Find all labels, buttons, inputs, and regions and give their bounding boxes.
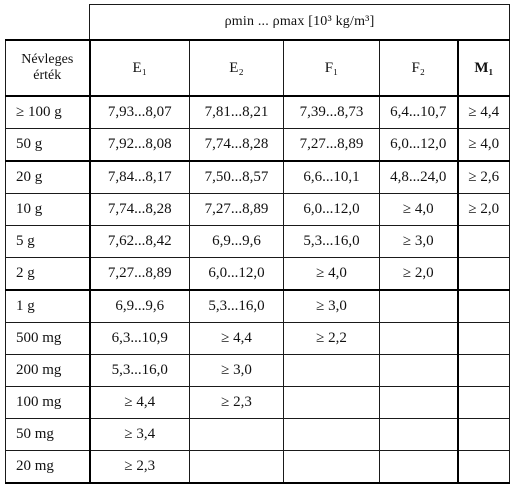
density-cell: ≥ 2,3 xyxy=(90,451,190,484)
density-cell: ≥ 4,4 xyxy=(90,387,190,419)
nominal-value-cell: 50 mg xyxy=(6,419,90,451)
table-row xyxy=(6,290,510,323)
density-range-header: ρmin ... ρmax [10³ kg/m³] xyxy=(90,5,510,41)
density-cell: 7,93...8,07 xyxy=(90,96,190,129)
table-row xyxy=(6,451,510,484)
density-cell xyxy=(380,355,458,387)
density-cell: ≥ 4,4 xyxy=(458,96,510,129)
density-cell: ≥ 4,4 xyxy=(190,323,284,355)
density-cell: 6,0...12,0 xyxy=(190,258,284,291)
density-cell: ≥ 2,3 xyxy=(190,387,284,419)
density-cell: 6,3...10,9 xyxy=(90,323,190,355)
density-cell xyxy=(380,323,458,355)
table-row xyxy=(6,161,510,194)
nominal-value-cell: 20 mg xyxy=(6,451,90,484)
corner-cell xyxy=(6,5,90,41)
class-header-e2: E₂ xyxy=(190,40,284,96)
density-cell: ≥ 3,0 xyxy=(380,226,458,258)
density-cell: 5,3...16,0 xyxy=(90,355,190,387)
density-cell: 7,27...8,89 xyxy=(284,129,380,162)
density-cell: ≥ 4,0 xyxy=(458,129,510,162)
nominal-value-cell: 1 g xyxy=(6,290,90,323)
nominal-label-line1: Névleges xyxy=(21,52,74,67)
density-cell: ≥ 2,6 xyxy=(458,161,510,194)
nominal-value-cell: 2 g xyxy=(6,258,90,291)
density-cell: ≥ 4,0 xyxy=(284,258,380,291)
density-cell: 6,0...12,0 xyxy=(380,129,458,162)
nominal-value-cell: 200 mg xyxy=(6,355,90,387)
table-row xyxy=(6,96,510,129)
class-header-m1: M₁ xyxy=(458,40,510,96)
density-cell xyxy=(458,323,510,355)
density-cell: ≥ 2,0 xyxy=(458,194,510,226)
density-cell xyxy=(284,387,380,419)
density-cell xyxy=(380,290,458,323)
density-cell: ≥ 3,4 xyxy=(90,419,190,451)
density-cell: 6,9...9,6 xyxy=(190,226,284,258)
table-row xyxy=(6,355,510,387)
density-cell xyxy=(458,290,510,323)
density-cell: 7,39...8,73 xyxy=(284,96,380,129)
density-cell xyxy=(458,419,510,451)
density-cell: 7,81...8,21 xyxy=(190,96,284,129)
nominal-value-cell: 20 g xyxy=(6,161,90,194)
density-cell xyxy=(458,355,510,387)
class-header-e1: E₁ xyxy=(90,40,190,96)
density-cell xyxy=(284,451,380,484)
density-cell xyxy=(190,451,284,484)
density-cell xyxy=(380,451,458,484)
table-row xyxy=(6,258,510,291)
density-cell: 7,27...8,89 xyxy=(90,258,190,291)
density-cell xyxy=(458,387,510,419)
density-cell: 5,3...16,0 xyxy=(190,290,284,323)
table-row xyxy=(6,194,510,226)
density-cell: 6,9...9,6 xyxy=(90,290,190,323)
nominal-value-cell: 10 g xyxy=(6,194,90,226)
density-cell xyxy=(380,419,458,451)
header-row-classes xyxy=(6,40,510,96)
density-cell xyxy=(380,387,458,419)
density-cell: ≥ 3,0 xyxy=(284,290,380,323)
density-table-wrapper xyxy=(5,4,510,484)
density-cell xyxy=(458,226,510,258)
density-cell: ≥ 4,0 xyxy=(380,194,458,226)
nominal-label-line2: érték xyxy=(33,68,62,83)
density-cell: ≥ 2,0 xyxy=(380,258,458,291)
density-cell: 7,27...8,89 xyxy=(190,194,284,226)
density-cell: 7,74...8,28 xyxy=(90,194,190,226)
class-header-f2: F₂ xyxy=(380,40,458,96)
density-cell xyxy=(458,451,510,484)
density-cell: 7,92...8,08 xyxy=(90,129,190,162)
header-row-density xyxy=(6,5,510,41)
density-table xyxy=(5,4,510,484)
density-cell: 6,4...10,7 xyxy=(380,96,458,129)
density-cell: ≥ 2,2 xyxy=(284,323,380,355)
density-cell xyxy=(190,419,284,451)
density-cell: 4,8...24,0 xyxy=(380,161,458,194)
density-cell: 5,3...16,0 xyxy=(284,226,380,258)
nominal-value-cell: 500 mg xyxy=(6,323,90,355)
density-cell xyxy=(284,355,380,387)
table-row xyxy=(6,323,510,355)
table-row xyxy=(6,387,510,419)
density-cell: 7,84...8,17 xyxy=(90,161,190,194)
density-cell: 6,0...12,0 xyxy=(284,194,380,226)
density-cell: 7,50...8,57 xyxy=(190,161,284,194)
nominal-value-cell: 5 g xyxy=(6,226,90,258)
density-cell: ≥ 3,0 xyxy=(190,355,284,387)
table-row xyxy=(6,419,510,451)
class-header-f1: F₁ xyxy=(284,40,380,96)
density-cell: 7,62...8,42 xyxy=(90,226,190,258)
table-row xyxy=(6,226,510,258)
nominal-value-cell: ≥ 100 g xyxy=(6,96,90,129)
density-cell xyxy=(458,258,510,291)
density-cell xyxy=(284,419,380,451)
nominal-value-header xyxy=(6,40,90,96)
density-cell: 6,6...10,1 xyxy=(284,161,380,194)
density-cell: 7,74...8,28 xyxy=(190,129,284,162)
nominal-value-cell: 50 g xyxy=(6,129,90,162)
nominal-value-cell: 100 mg xyxy=(6,387,90,419)
table-row xyxy=(6,129,510,162)
